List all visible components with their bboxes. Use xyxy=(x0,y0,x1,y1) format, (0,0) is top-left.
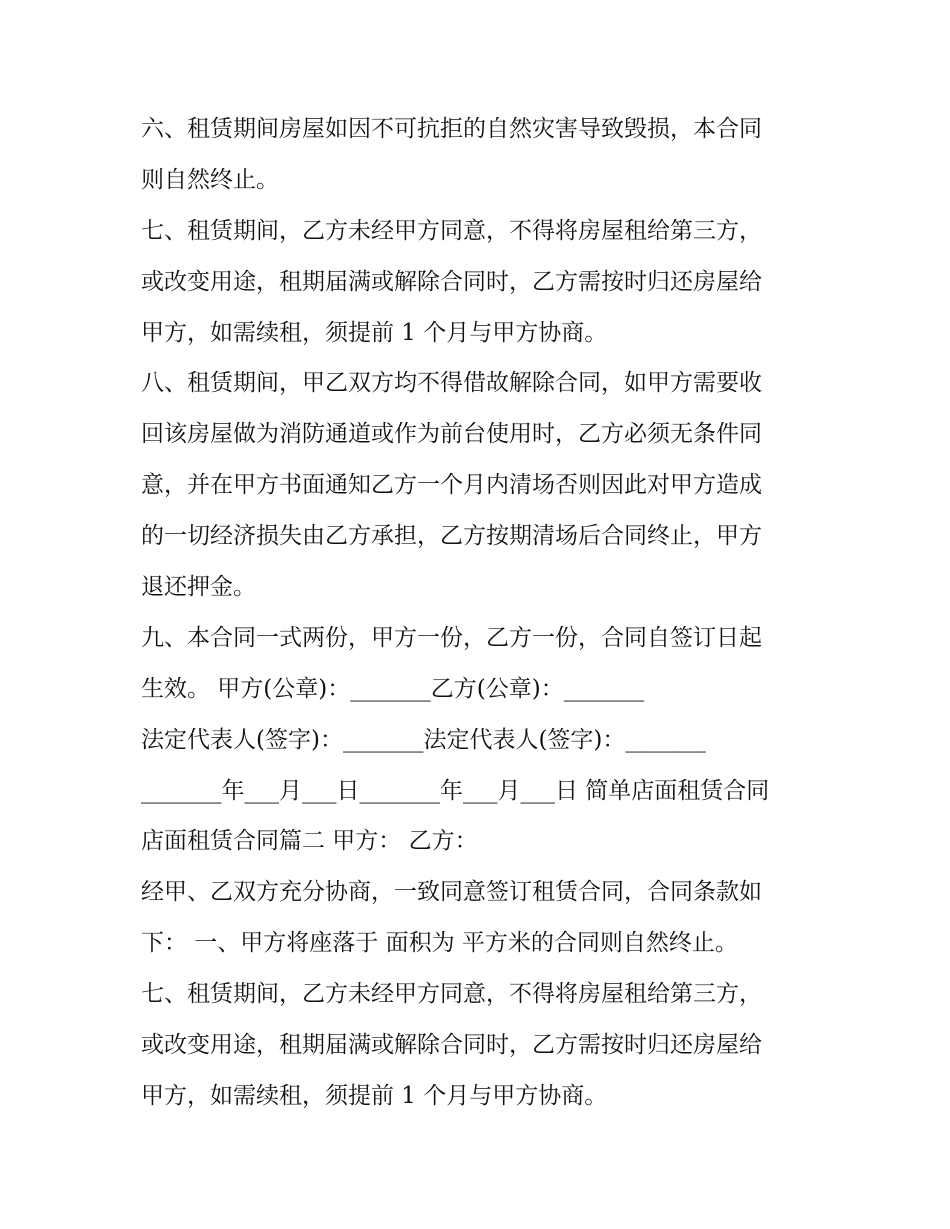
text-line: 或改变用途，租期届满或解除合同时，乙方需按时归还房屋给 xyxy=(141,1032,762,1059)
section-heading: 店面租赁合同篇二 甲方： 乙方： xyxy=(141,828,478,855)
text-line: 九、本合同一式两份，甲方一份，乙方一份，合同自签订日起 xyxy=(141,624,762,651)
text-line: 退还押金。 xyxy=(141,574,256,601)
text-line: 则自然终止。 xyxy=(141,166,279,193)
text-line: 甲方，如需续租，须提前 1 个月与甲方协商。 xyxy=(141,319,608,346)
text-line: 的一切经济损失由乙方承担，乙方按期清场后合同终止，甲方 xyxy=(141,523,762,550)
text-line: 六、租赁期间房屋如因不可抗拒的自然灾害导致毁损，本合同 xyxy=(141,116,762,142)
text-line: 八、租赁期间，甲乙双方均不得借故解除合同，如甲方需要收 xyxy=(141,370,762,397)
text-line: 或改变用途，租期届满或解除合同时，乙方需按时归还房屋给 xyxy=(141,268,762,295)
text-line: 回该房屋做为消防通道或作为前台使用时，乙方必须无条件同 xyxy=(141,421,762,448)
text-line: 七、租赁期间，乙方未经甲方同意，不得将房屋租给第三方， xyxy=(141,981,762,1008)
text-line: 甲方，如需续租，须提前 1 个月与甲方协商。 xyxy=(141,1082,608,1109)
text-line: 下： 一、甲方将座落于 面积为 平方米的合同则自然终止。 xyxy=(141,930,738,957)
text-line: 经甲、乙双方充分协商，一致同意签订租赁合同，合同条款如 xyxy=(141,879,762,906)
signature-line-seal: 生效。 甲方(公章)：_______乙方(公章)：_______ xyxy=(141,675,645,702)
contract-text xyxy=(141,104,821,1122)
text-line: 意，并在甲方书面通知乙方一个月内清场否则因此对甲方造成 xyxy=(141,472,762,499)
signature-line-date: _______年___月___日_______年___月___日 简单店面租赁合同 xyxy=(141,777,770,804)
signature-line-representative: 法定代表人(签字)：_______法定代表人(签字)：_______ xyxy=(141,726,706,753)
text-line: 七、租赁期间，乙方未经甲方同意，不得将房屋租给第三方， xyxy=(141,217,762,244)
